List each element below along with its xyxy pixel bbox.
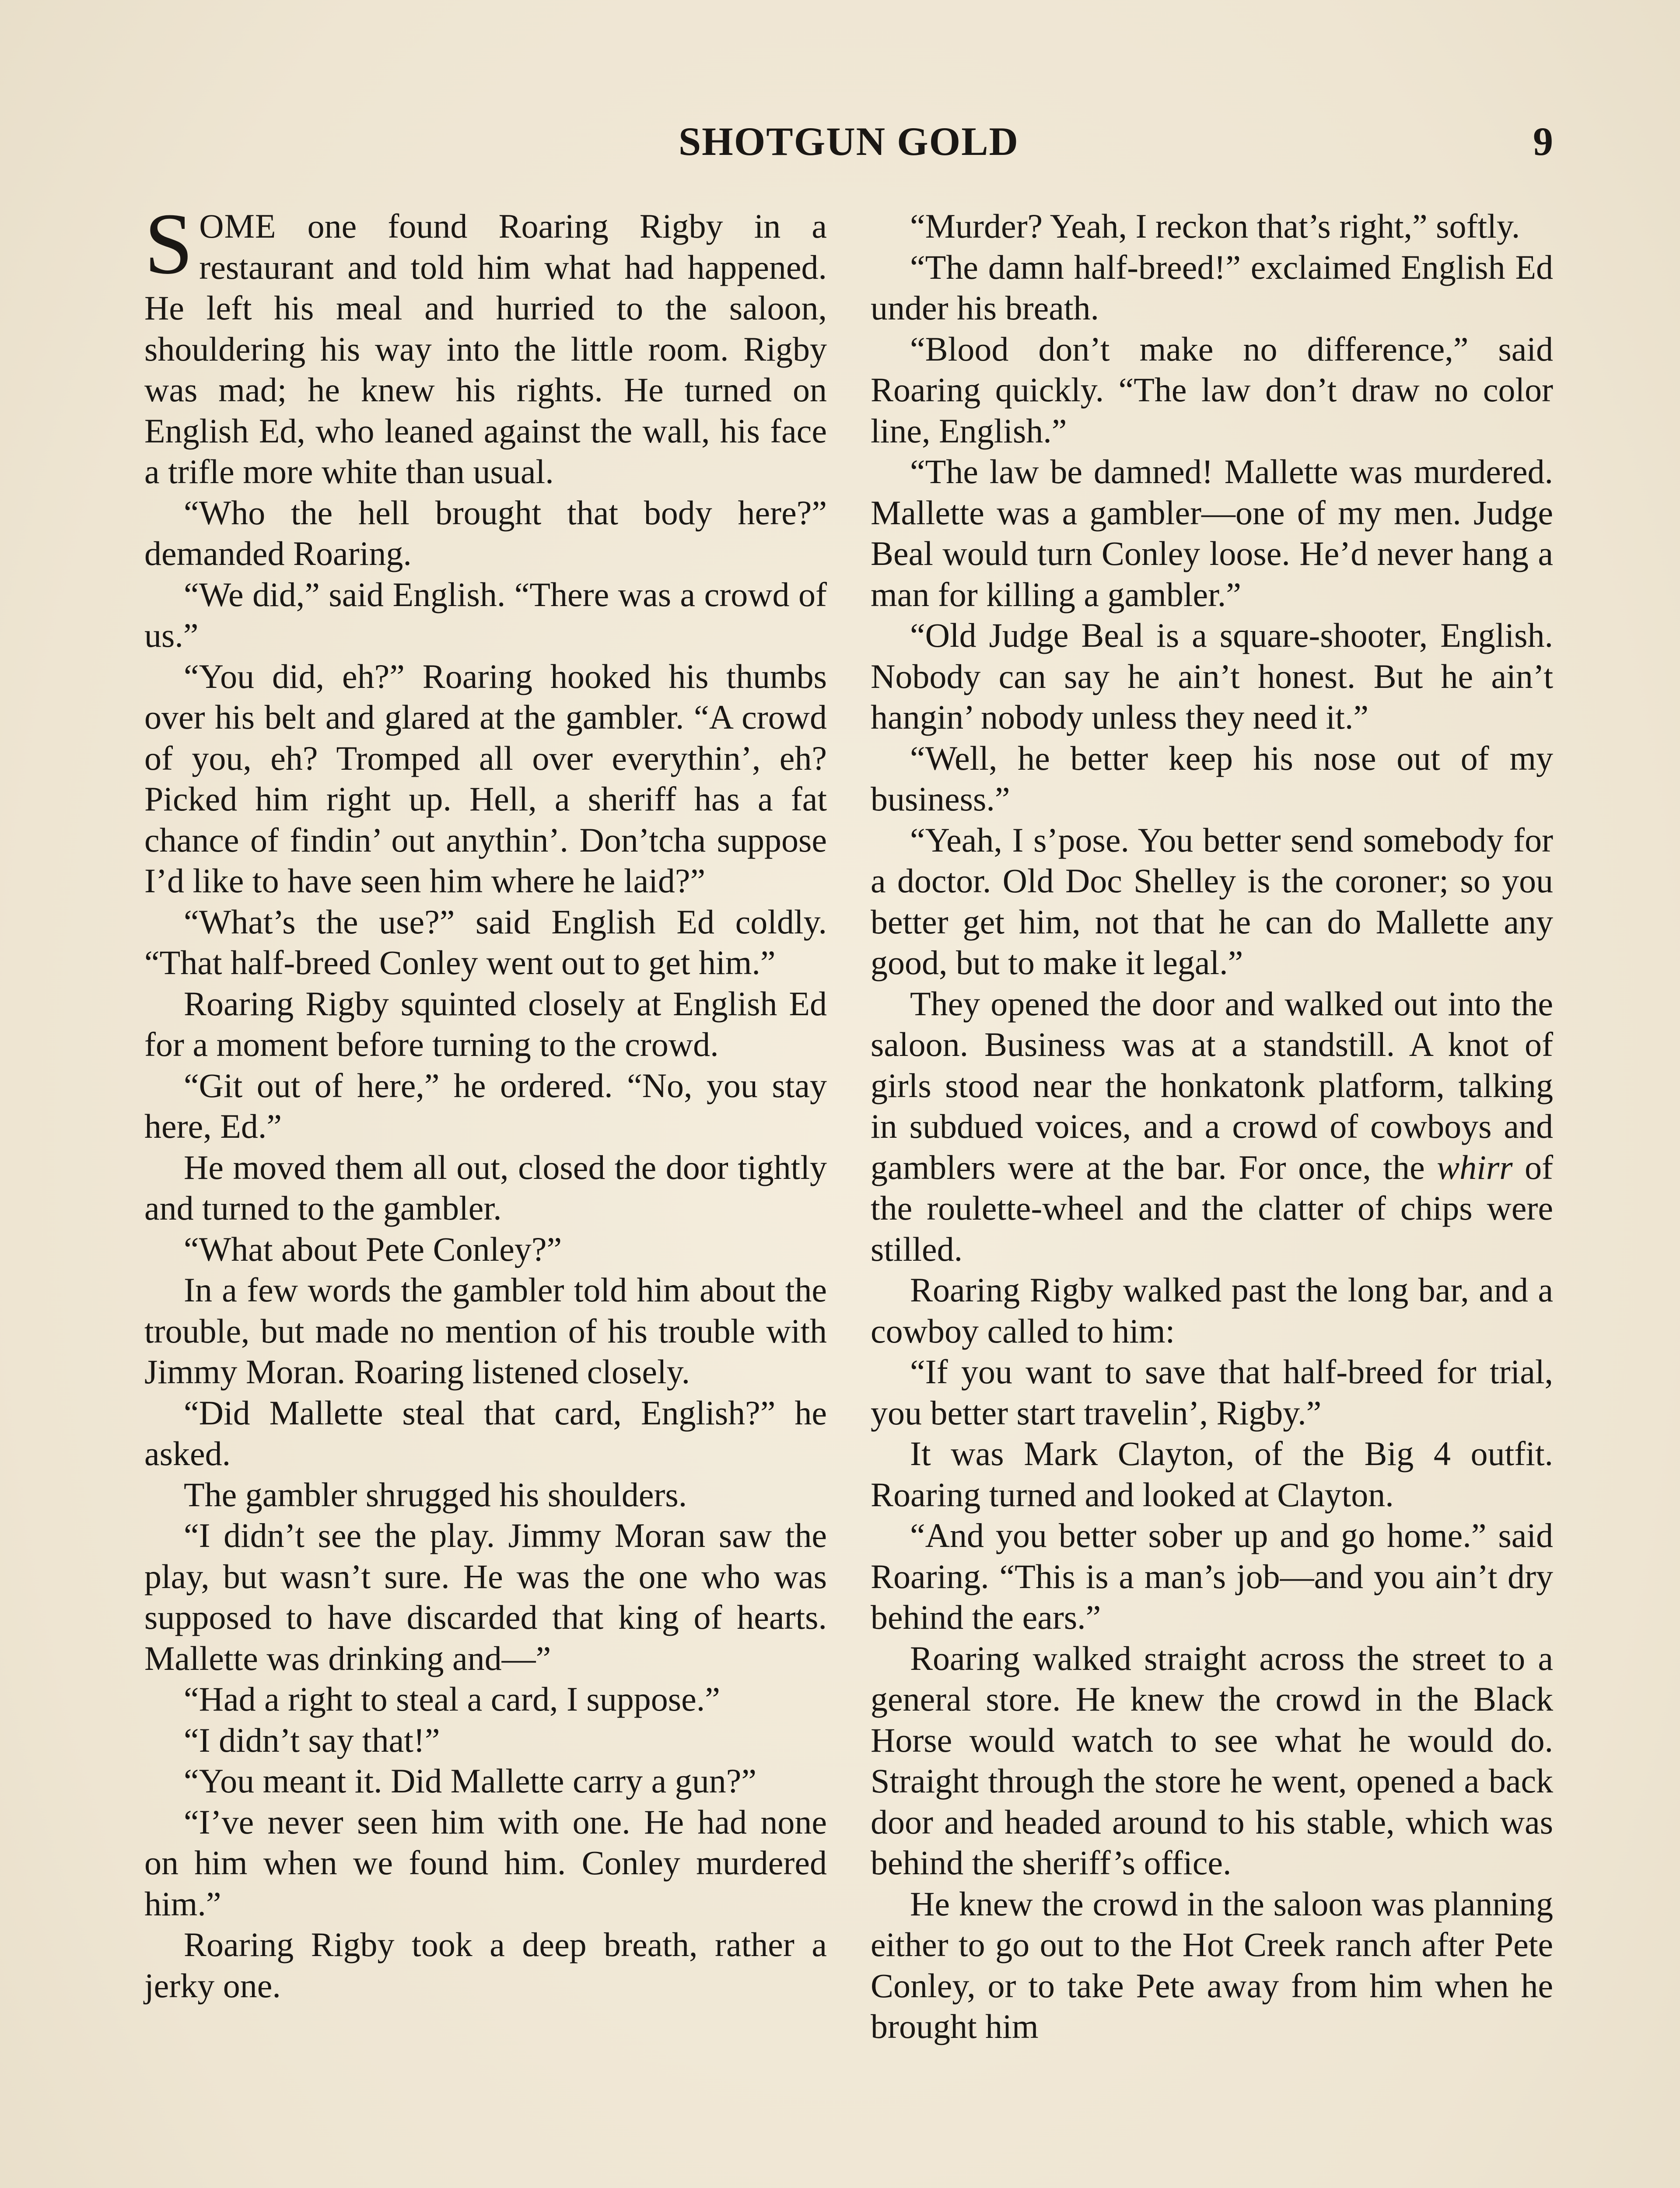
paragraph: “We did,” said English. “There was a crowd of us.”: [144, 575, 827, 654]
paragraph: Roaring Rigby took a deep breath, rather a jerky one.: [144, 1925, 827, 2005]
opening-text: one found Roaring Rigby in a restaurant and told him what had happened. He left his meal and hurried to the saloon, shouldering his way into the little room. Rigby was mad; he knew his rights. He turned on English Ed, who leaned against the wall, his face a trifle more white than usual.: [144, 207, 827, 491]
paragraph: “Old Judge Beal is a square-shooter, English. Nobody can say he ain’t honest. But he ain’t hangin’ nobody unless they need it.”: [871, 616, 1553, 736]
right-column: [871, 206, 1553, 2047]
paragraph: “Had a right to steal a card, I suppose.”: [184, 1680, 720, 1718]
paragraph: “Murder? Yeah, I reckon that’s right,” softly.: [910, 207, 1520, 245]
paragraph: Roaring walked straight across the street to a general store. He knew the crowd in the Black Horse would watch to see what he would do. Straight through the store he went, opened a back door and headed around to his stable, which was behind the sheriff’s office.: [871, 1639, 1553, 1882]
left-column: [144, 196, 827, 2006]
paragraph: It was Mark Clayton, of the Big 4 outfit. Roaring turned and looked at Clayton.: [871, 1434, 1553, 1514]
saloon-text-after: of the roulette-wheel and the clatter of chips were stilled.: [871, 1148, 1553, 1268]
paragraph: “The damn half-breed!” exclaimed English Ed under his breath.: [871, 248, 1553, 327]
paragraph: “Git out of here,” he ordered. “No, you stay here, Ed.”: [144, 1066, 827, 1145]
running-header: [144, 118, 1553, 166]
paragraph: “You meant it. Did Mallette carry a gun?”: [184, 1762, 757, 1800]
paragraph: “The law be damned! Mallette was murdered. Mallette was a gambler—one of my men. Judge Beal would turn Conley loose. He’d never hang a man for killing a gambler.”: [871, 452, 1553, 614]
paragraph: “If you want to save that half-breed for trial, you better start travelin’, Rigby.”: [871, 1353, 1553, 1432]
drop-cap: S: [144, 196, 193, 292]
paragraph: “I didn’t say that!”: [184, 1721, 440, 1759]
paragraph: “You did, eh?” Roaring hooked his thumbs over his belt and glared at the gambler. “A crowd of you, eh? Tromped all over everythin’, eh? Picked him right up. Hell, a sheriff has a fat chance of findin’ out anythin’. Don’tcha suppose I’d like to have seen him where he laid?”: [144, 657, 827, 900]
paragraph: Roaring Rigby walked past the long bar, and a cowboy called to him:: [871, 1271, 1553, 1350]
paragraph: “Well, he better keep his nose out of my business.”: [871, 739, 1553, 818]
paragraph: “What’s the use?” said English Ed coldly. “That half-breed Conley went out to get him.”: [144, 902, 827, 982]
paragraph: In a few words the gambler told him about the trouble, but made no mention of his trouble with Jimmy Moran. Roaring listened closely.: [144, 1271, 827, 1391]
saloon-text-before: They opened the door and walked out into the saloon. Business was at a standstill. A knot of girls stood near the honkatonk platform, talking in subdued voices, and a crowd of cowboys and gamblers were at the bar. For once, the: [871, 984, 1553, 1186]
paragraph: He knew the crowd in the saloon was planning either to go out to the Hot Creek ranch after Pete Conley, or to take Pete away from him when he brought him: [871, 1884, 1553, 2045]
running-title: SHOTGUN GOLD: [678, 119, 1019, 164]
paragraph: “I’ve never seen him with one. He had none on him when we found him. Conley murdered him.”: [144, 1802, 827, 1923]
paragraph: “Who the hell brought that body here?” demanded Roaring.: [144, 493, 827, 572]
page-number: 9: [1533, 119, 1553, 164]
paragraph: “And you better sober up and go home.” said Roaring. “This is a man’s job—and you ain’t dry behind the ears.”: [871, 1516, 1553, 1636]
paragraph-saloon: [871, 983, 1553, 1270]
paragraph: “Did Mallette steal that card, English?” he asked.: [144, 1393, 827, 1473]
paragraph: “Blood don’t make no difference,” said Roaring quickly. “The law don’t draw no color line, English.”: [871, 330, 1553, 450]
paragraph: He moved them all out, closed the door tightly and turned to the gambler.: [144, 1148, 827, 1227]
paragraph: The gambler shrugged his shoulders.: [184, 1475, 687, 1514]
opening-smallcaps: OME: [199, 207, 276, 245]
paragraph: “I didn’t see the play. Jimmy Moran saw the play, but wasn’t sure. He was the one who was supposed to have discarded that king of hearts. Mallette was drinking and—”: [144, 1516, 827, 1677]
opening-paragraph: [144, 196, 827, 492]
paragraph: “Yeah, I s’pose. You better send somebody for a doctor. Old Doc Shelley is the coroner; so you better get him, not that he can do Mallette any good, but to make it legal.”: [871, 820, 1553, 982]
paragraph: “What about Pete Conley?”: [184, 1230, 562, 1268]
paragraph: Roaring Rigby squinted closely at English Ed for a moment before turning to the crowd.: [144, 984, 827, 1063]
whirr-italic: whirr: [1437, 1148, 1513, 1186]
